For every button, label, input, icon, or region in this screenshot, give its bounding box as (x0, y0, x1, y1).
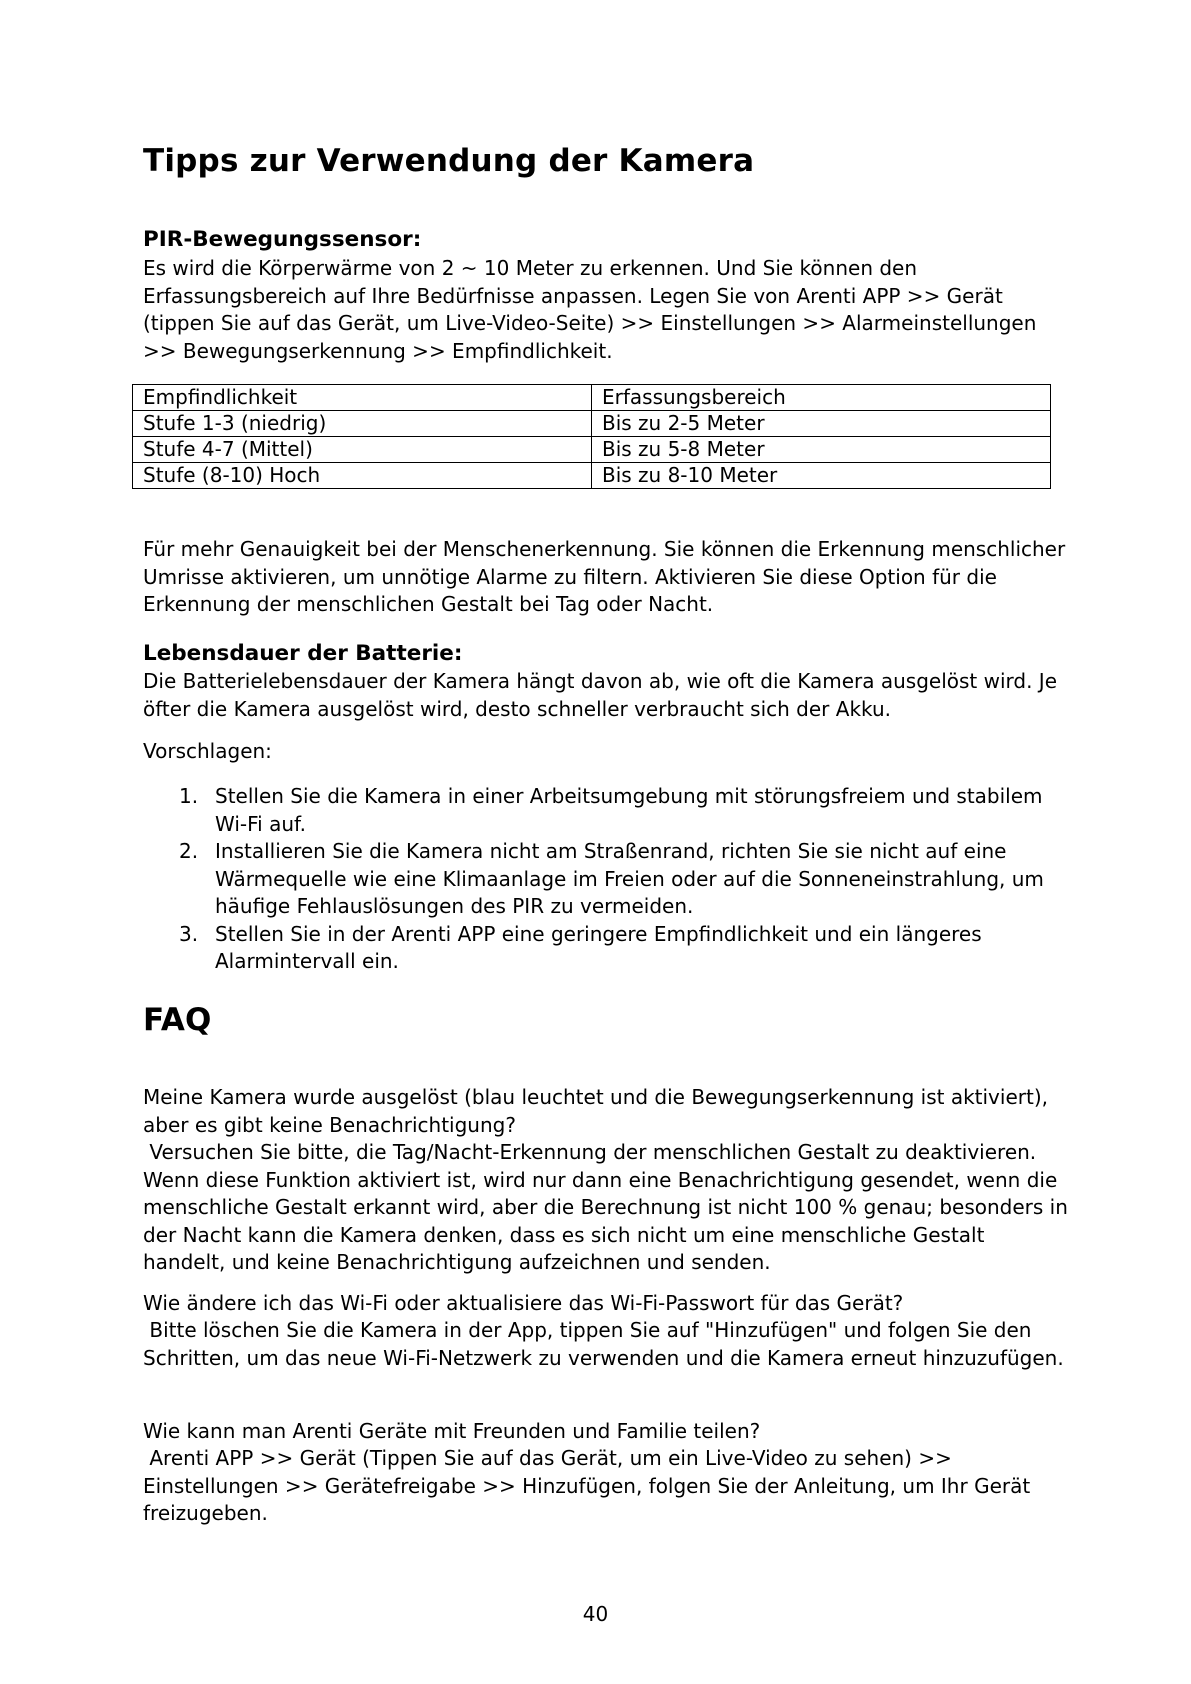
table-cell: Stufe 1-3 (niedrig) (133, 411, 592, 437)
faq-heading: FAQ (143, 1002, 212, 1038)
table-cell: Bis zu 2-5 Meter (592, 411, 1051, 437)
suggest-label: Vorschlagen: (143, 739, 272, 763)
faq-answer-1: Versuchen Sie bitte, die Tag/Nacht-Erkennung der menschlichen Gestalt zu deaktivieren. Wenn diese Funktion aktiviert ist, wird nur dann eine Benachrichtigung gesendet, wenn die menschliche Gestalt erkannt wird, aber die Berechnung ist nicht 100 % genau; besonders in der Nacht kann die Kamera denken, dass es sich nicht um eine menschliche Gestalt handelt, und keine Benachrichtigung aufzeichnen und senden. (143, 1140, 1075, 1274)
table-cell: Stufe (8-10) Hoch (133, 463, 592, 489)
list-item-number: 3. (179, 921, 199, 946)
sensitivity-table (132, 384, 1051, 489)
list-item (143, 838, 1068, 921)
table-header-cell: Erfassungsbereich (592, 385, 1051, 411)
faq-question-3: Wie kann man Arenti Geräte mit Freunden und Familie teilen? (143, 1419, 761, 1443)
list-item-number: 2. (179, 839, 199, 863)
page-number: 40 (582, 1602, 609, 1626)
table-row (133, 411, 1051, 437)
table-row (133, 463, 1051, 489)
table-cell: Bis zu 8-10 Meter (592, 463, 1051, 489)
battery-heading: Lebensdauer der Batterie: (143, 641, 463, 666)
list-item-text: Installieren Sie die Kamera nicht am Straßenrand, richten Sie sie nicht auf eine Wärmequelle wie eine Klimaanlage im Freien oder auf die Sonneneinstrahlung, um häufige Fehlauslösungen des PIR zu vermeiden. (215, 839, 1044, 918)
suggestion-list (143, 783, 1068, 976)
faq-question-2: Wie ändere ich das Wi-Fi oder aktualisiere das Wi-Fi-Passwort für das Gerät? (143, 1291, 904, 1315)
table-row (133, 437, 1051, 463)
list-item-text: Stellen Sie in der Arenti APP eine geringere Empfindlichkeit und ein längeres Alarmintervall ein. (215, 921, 982, 973)
list-item (143, 921, 1068, 976)
table-cell: Stufe 4-7 (Mittel) (133, 437, 592, 463)
list-item (143, 783, 1068, 838)
faq-answer-3: Arenti APP >> Gerät (Tippen Sie auf das Gerät, um ein Live-Video zu sehen) >> Einstellungen >> Gerätefreigabe >> Hinzufügen, folgen Sie der Anleitung, um Ihr Gerät freizugeben. (143, 1446, 1037, 1525)
faq-answer-2: Bitte löschen Sie die Kamera in der App, tippen Sie auf "Hinzufügen" und folgen Sie den Schritten, um das neue Wi-Fi-Netzwerk zu verwenden und die Kamera erneut hinzuzufügen. (143, 1318, 1064, 1370)
table-header-cell: Empfindlichkeit (133, 385, 592, 411)
faq-question-1: Meine Kamera wurde ausgelöst (blau leuchtet und die Bewegungserkennung ist aktiviert), aber es gibt keine Benachrichtigung? (143, 1085, 1048, 1137)
table-cell: Bis zu 5-8 Meter (592, 437, 1051, 463)
human-detection-text: Für mehr Genauigkeit bei der Menschenerkennung. Sie können die Erkennung menschlicher Umrisse aktivieren, um unnötige Alarme zu filtern. Aktivieren Sie diese Option für die Erkennung der menschlichen Gestalt bei Tag oder Nacht. (143, 537, 1066, 616)
list-item-number: 1. (179, 784, 199, 808)
table-header-row (133, 385, 1051, 411)
pir-heading: PIR-Bewegungssensor: (143, 227, 422, 252)
page-title: Tipps zur Verwendung der Kamera (143, 143, 755, 179)
pir-text: Es wird die Körperwärme von 2 ~ 10 Meter zu erkennen. Und Sie können den Erfassungsbereich auf Ihre Bedürfnisse anpassen. Legen Sie von Arenti APP >> Gerät (tippen Sie auf das Gerät, um Live-Video-Seite) >> Einstellungen >> Alarmeinstellungen >> Bewegungserkennung >> Empfindlichkeit. (143, 256, 1037, 363)
list-item-text: Stellen Sie die Kamera in einer Arbeitsumgebung mit störungsfreiem und stabilem Wi-Fi auf. (215, 784, 1043, 836)
battery-text: Die Batterielebensdauer der Kamera hängt davon ab, wie oft die Kamera ausgelöst wird. Je öfter die Kamera ausgelöst wird, desto schneller verbraucht sich der Akku. (143, 669, 1058, 721)
